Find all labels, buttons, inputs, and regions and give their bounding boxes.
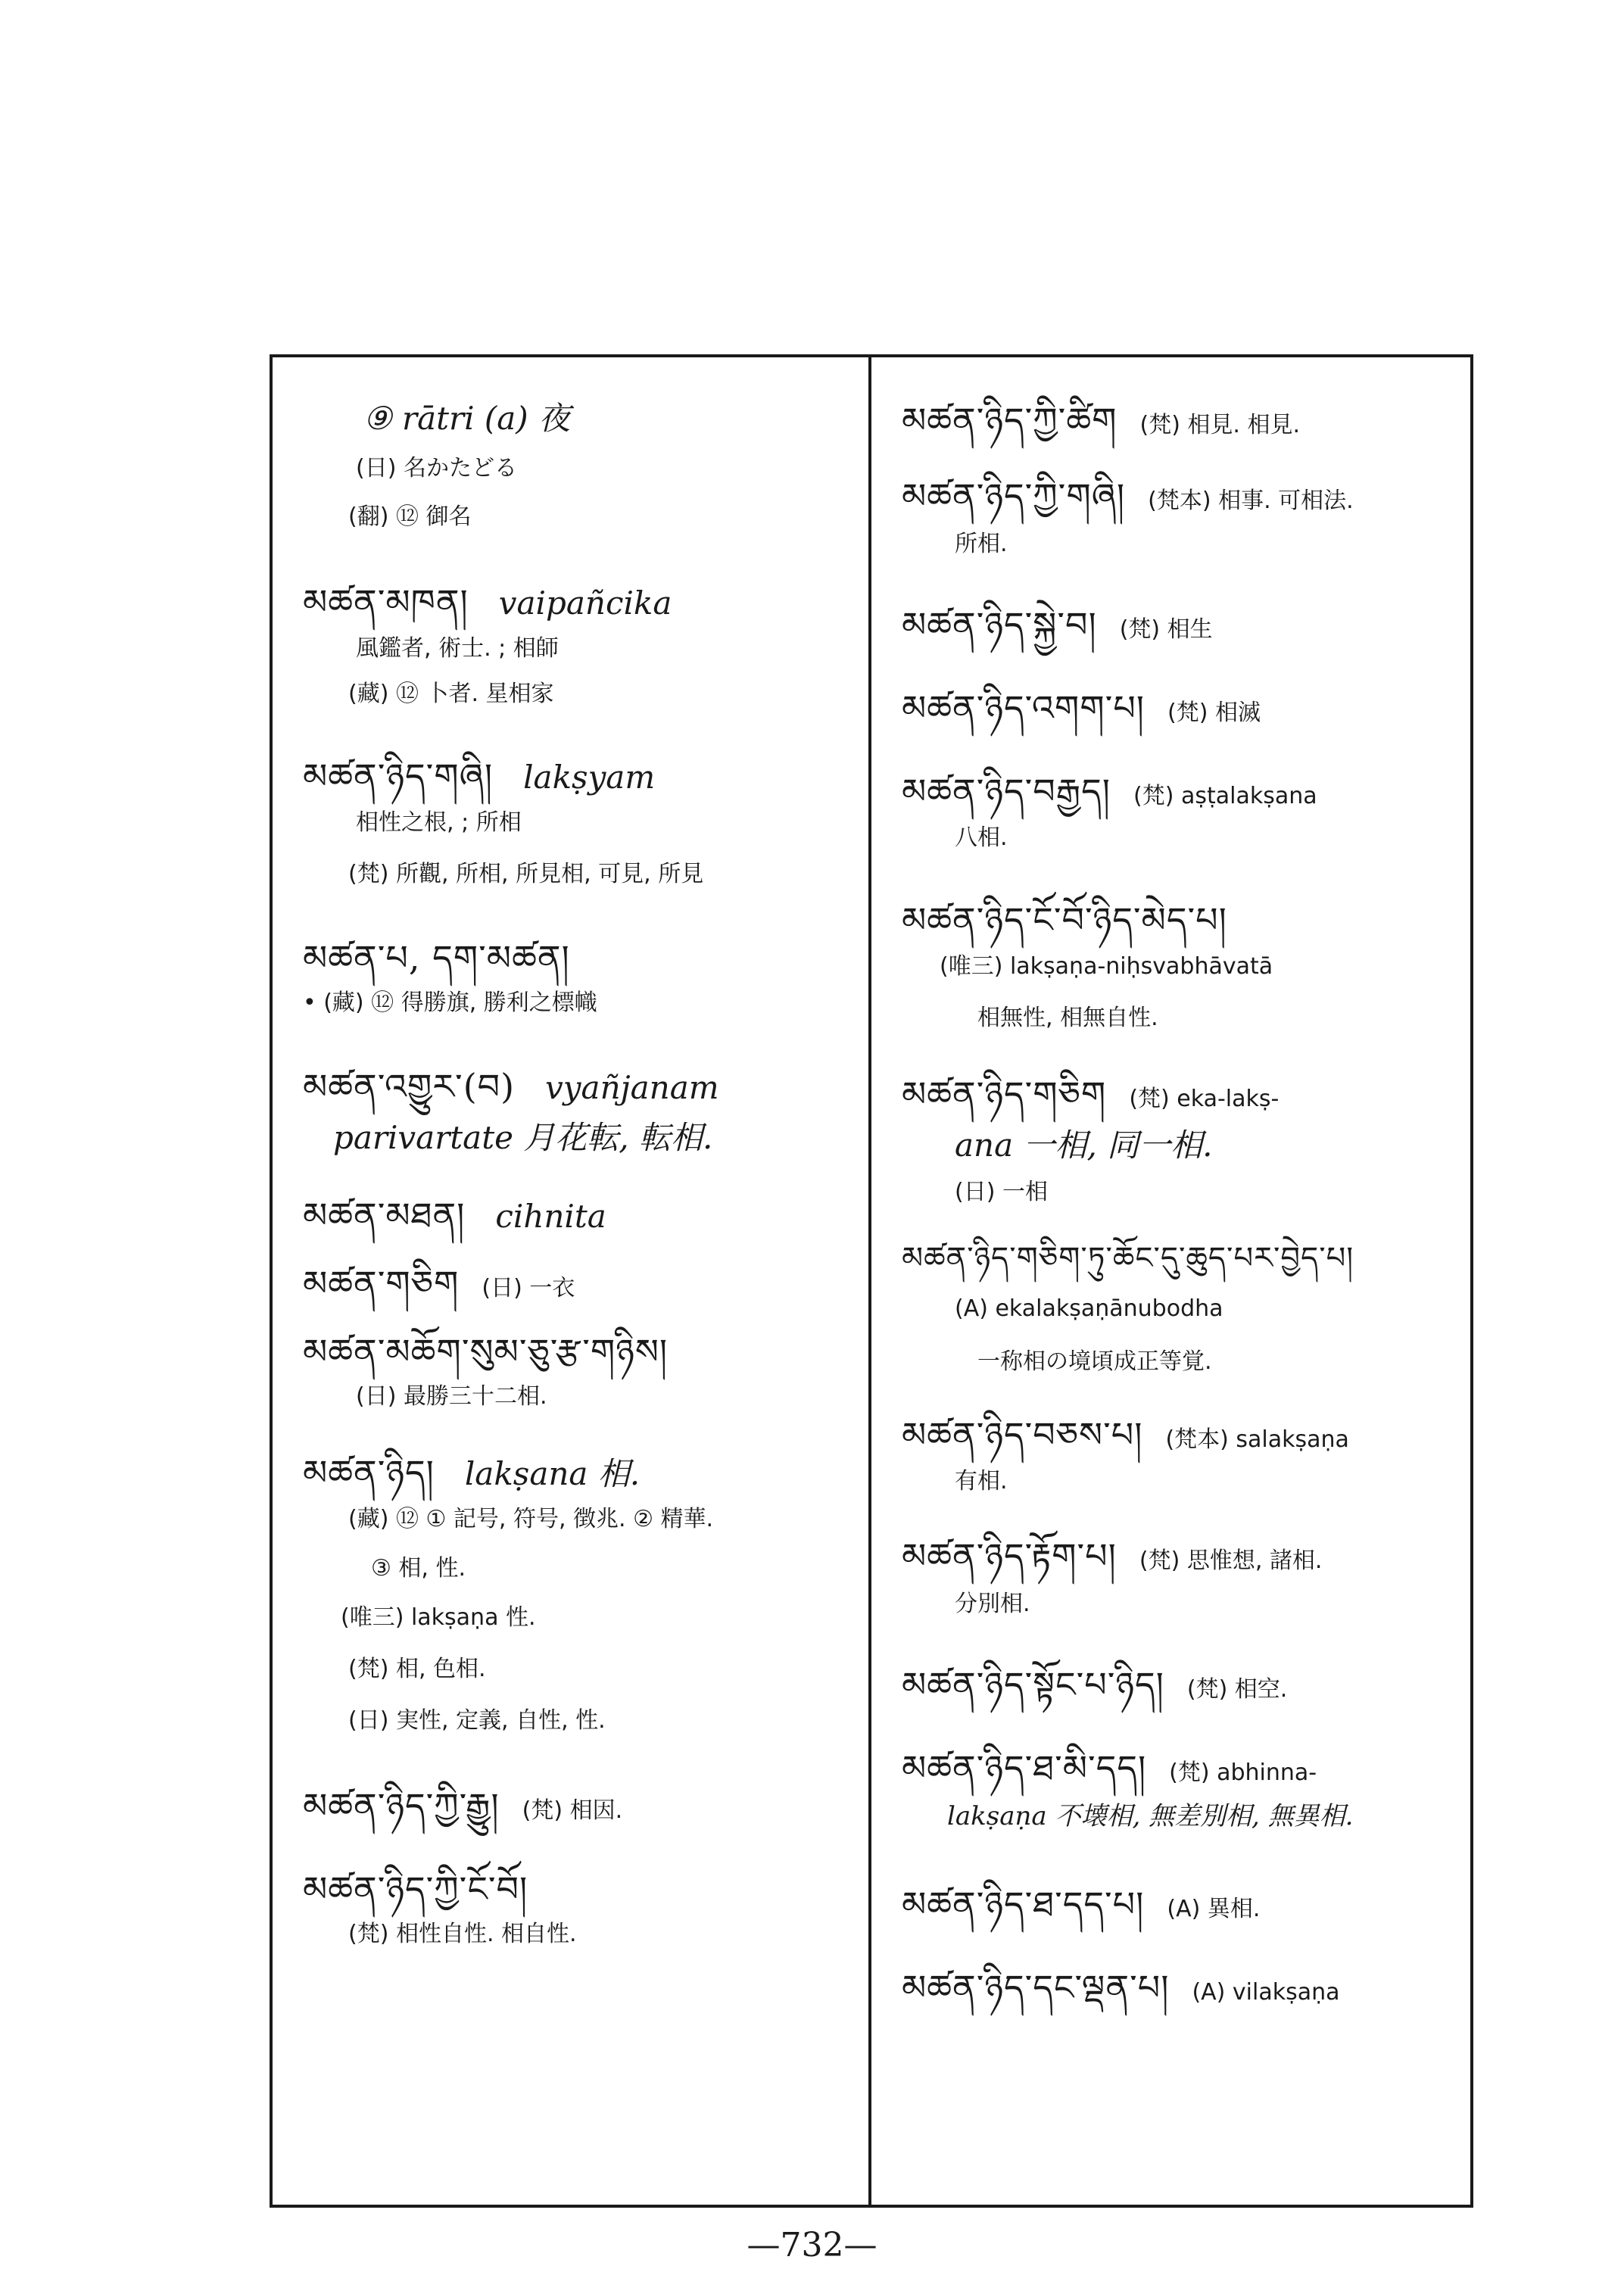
entry-line: ⑨ rātri (a) 夜 [363, 400, 571, 437]
headword: མཚན་ཉིད་གཅིག་ཏུ་ཆོང་དུ་ཆུད་པར་བྱེད་པ། [902, 1241, 1354, 1276]
gloss: ana 一相, 同一相. [955, 1127, 1213, 1164]
headword: མཚན་འགྱུར་(བ) vyañjanam [303, 1066, 719, 1107]
headword: མཚན་པ, དག་མཚན། [303, 937, 570, 978]
headword: མཚན་ཉིད་ཀྱི་ངོ་བོ། [303, 1869, 528, 1909]
gloss: (梵) 相, 色相. [348, 1656, 486, 1682]
headword: མཚན་ཉིད་རྟོག་པ། (梵) 思惟想, 諸相. [902, 1535, 1323, 1576]
gloss: (日) 一相 [955, 1179, 1048, 1205]
headword: མཚན་ཉིད་ཀྱི་ཚིག (梵) 相見. 相見. [902, 400, 1301, 441]
headword: མཚན་མཆོག་སུམ་ཅུ་རྩ་གཉིས། [303, 1331, 669, 1372]
headword: མཚན་ཉིད་བརྒྱད། (梵) aṣṭalakṣana [902, 771, 1317, 812]
headword: མཚན་ཉིད་ངོ་བོ་ཉིད་མེད་པ། [902, 899, 1227, 940]
gloss: parivartate 月花転, 転相. [333, 1119, 713, 1156]
gloss: (日) 実性, 定義, 自性, 性. [348, 1707, 606, 1734]
entry-line: (翻) ⑫ 御名 [348, 503, 472, 530]
headword: མཚན་ཉིད་ཐ་མི་དད། (梵) abhinna- [902, 1747, 1317, 1788]
gloss: ③ 相, 性. [371, 1555, 466, 1582]
headword: མཚན་ཉིད་གཞི། lakṣyam [303, 756, 656, 796]
gloss: (藏) ⑫ ① 記号, 符号, 徴兆. ② 精華. [348, 1506, 714, 1532]
headword: མཚན་ཉིད། lakṣana 相. [303, 1452, 641, 1493]
gloss: (日) 最勝三十二相. [356, 1383, 547, 1410]
headword: མཚན་ཉིད་གཅིག (梵) eka-lakṣ- [902, 1074, 1280, 1114]
gloss: 相無性, 相無自性. [977, 1005, 1158, 1031]
right-column [871, 357, 1470, 2205]
headword: མཚན་ཉིད་ཀྱི་གཞི། (梵本) 相事. 可相法. [902, 475, 1354, 516]
gloss: 相性之根, ; 所相 [356, 809, 522, 836]
headword: མཚན་ཉིད་སྐྱེ་བ། (梵) 相生 [902, 604, 1213, 645]
headword: མཚན་མཁན། vaipañcika [303, 581, 672, 622]
page-number: —732— [747, 2226, 877, 2264]
gloss: (A) ekalakṣaṇānubodha [955, 1295, 1223, 1322]
gloss: 風鑑者, 術士. ; 相師 [356, 635, 559, 662]
gloss: lakṣaṇa 不壊相, 無差別相, 無異相. [947, 1801, 1354, 1831]
headword: མཚན་ཉིད་ཀྱི་རྒྱུ། (梵) 相因. [303, 1785, 623, 1826]
gloss: • (藏) ⑫ 得勝旗, 勝利之標幟 [303, 990, 597, 1016]
headword: མཚན་གཅིག (日) 一衣 [303, 1263, 575, 1304]
gloss: (梵) 所觀, 所相, 所見相, 可見, 所見 [348, 861, 704, 887]
gloss: 八相. [955, 824, 1008, 851]
gloss: 有相. [955, 1468, 1008, 1495]
headword: མཚན་ཉིད་སྟོང་པ་ཉིད། (梵) 相空. [902, 1664, 1288, 1705]
gloss: 所相. [955, 531, 1008, 557]
headword: མཚན་མཐན། cihnita [303, 1195, 606, 1236]
gloss: (梵) 相性自性. 相自性. [348, 1921, 577, 1947]
gloss: (藏) ⑫ 卜者. 星相家 [348, 681, 554, 707]
gloss: (唯三) lakṣaṇa-niḥsvabhāvatā [940, 953, 1273, 980]
gloss: (唯三) lakṣaṇa 性. [341, 1604, 536, 1631]
gloss: 分別相. [955, 1591, 1030, 1617]
entry-line: (日) 名かたどる [356, 455, 517, 482]
headword: མཚན་ཉིད་དང་ལྡན་པ། (A) vilakṣaṇa [902, 1967, 1340, 2008]
headword: མཚན་ཉིད་འགག་པ། (梵) 相滅 [902, 687, 1261, 728]
headword: མཚན་ཉིད་བཅས་པ། (梵本) salakṣaṇa [902, 1414, 1349, 1455]
gloss: 一称相の境頃成正等覚. [977, 1348, 1212, 1375]
headword: མཚན་ཉིད་ཐ་དད་པ། (A) 異相. [902, 1884, 1261, 1925]
left-column [273, 357, 868, 2205]
